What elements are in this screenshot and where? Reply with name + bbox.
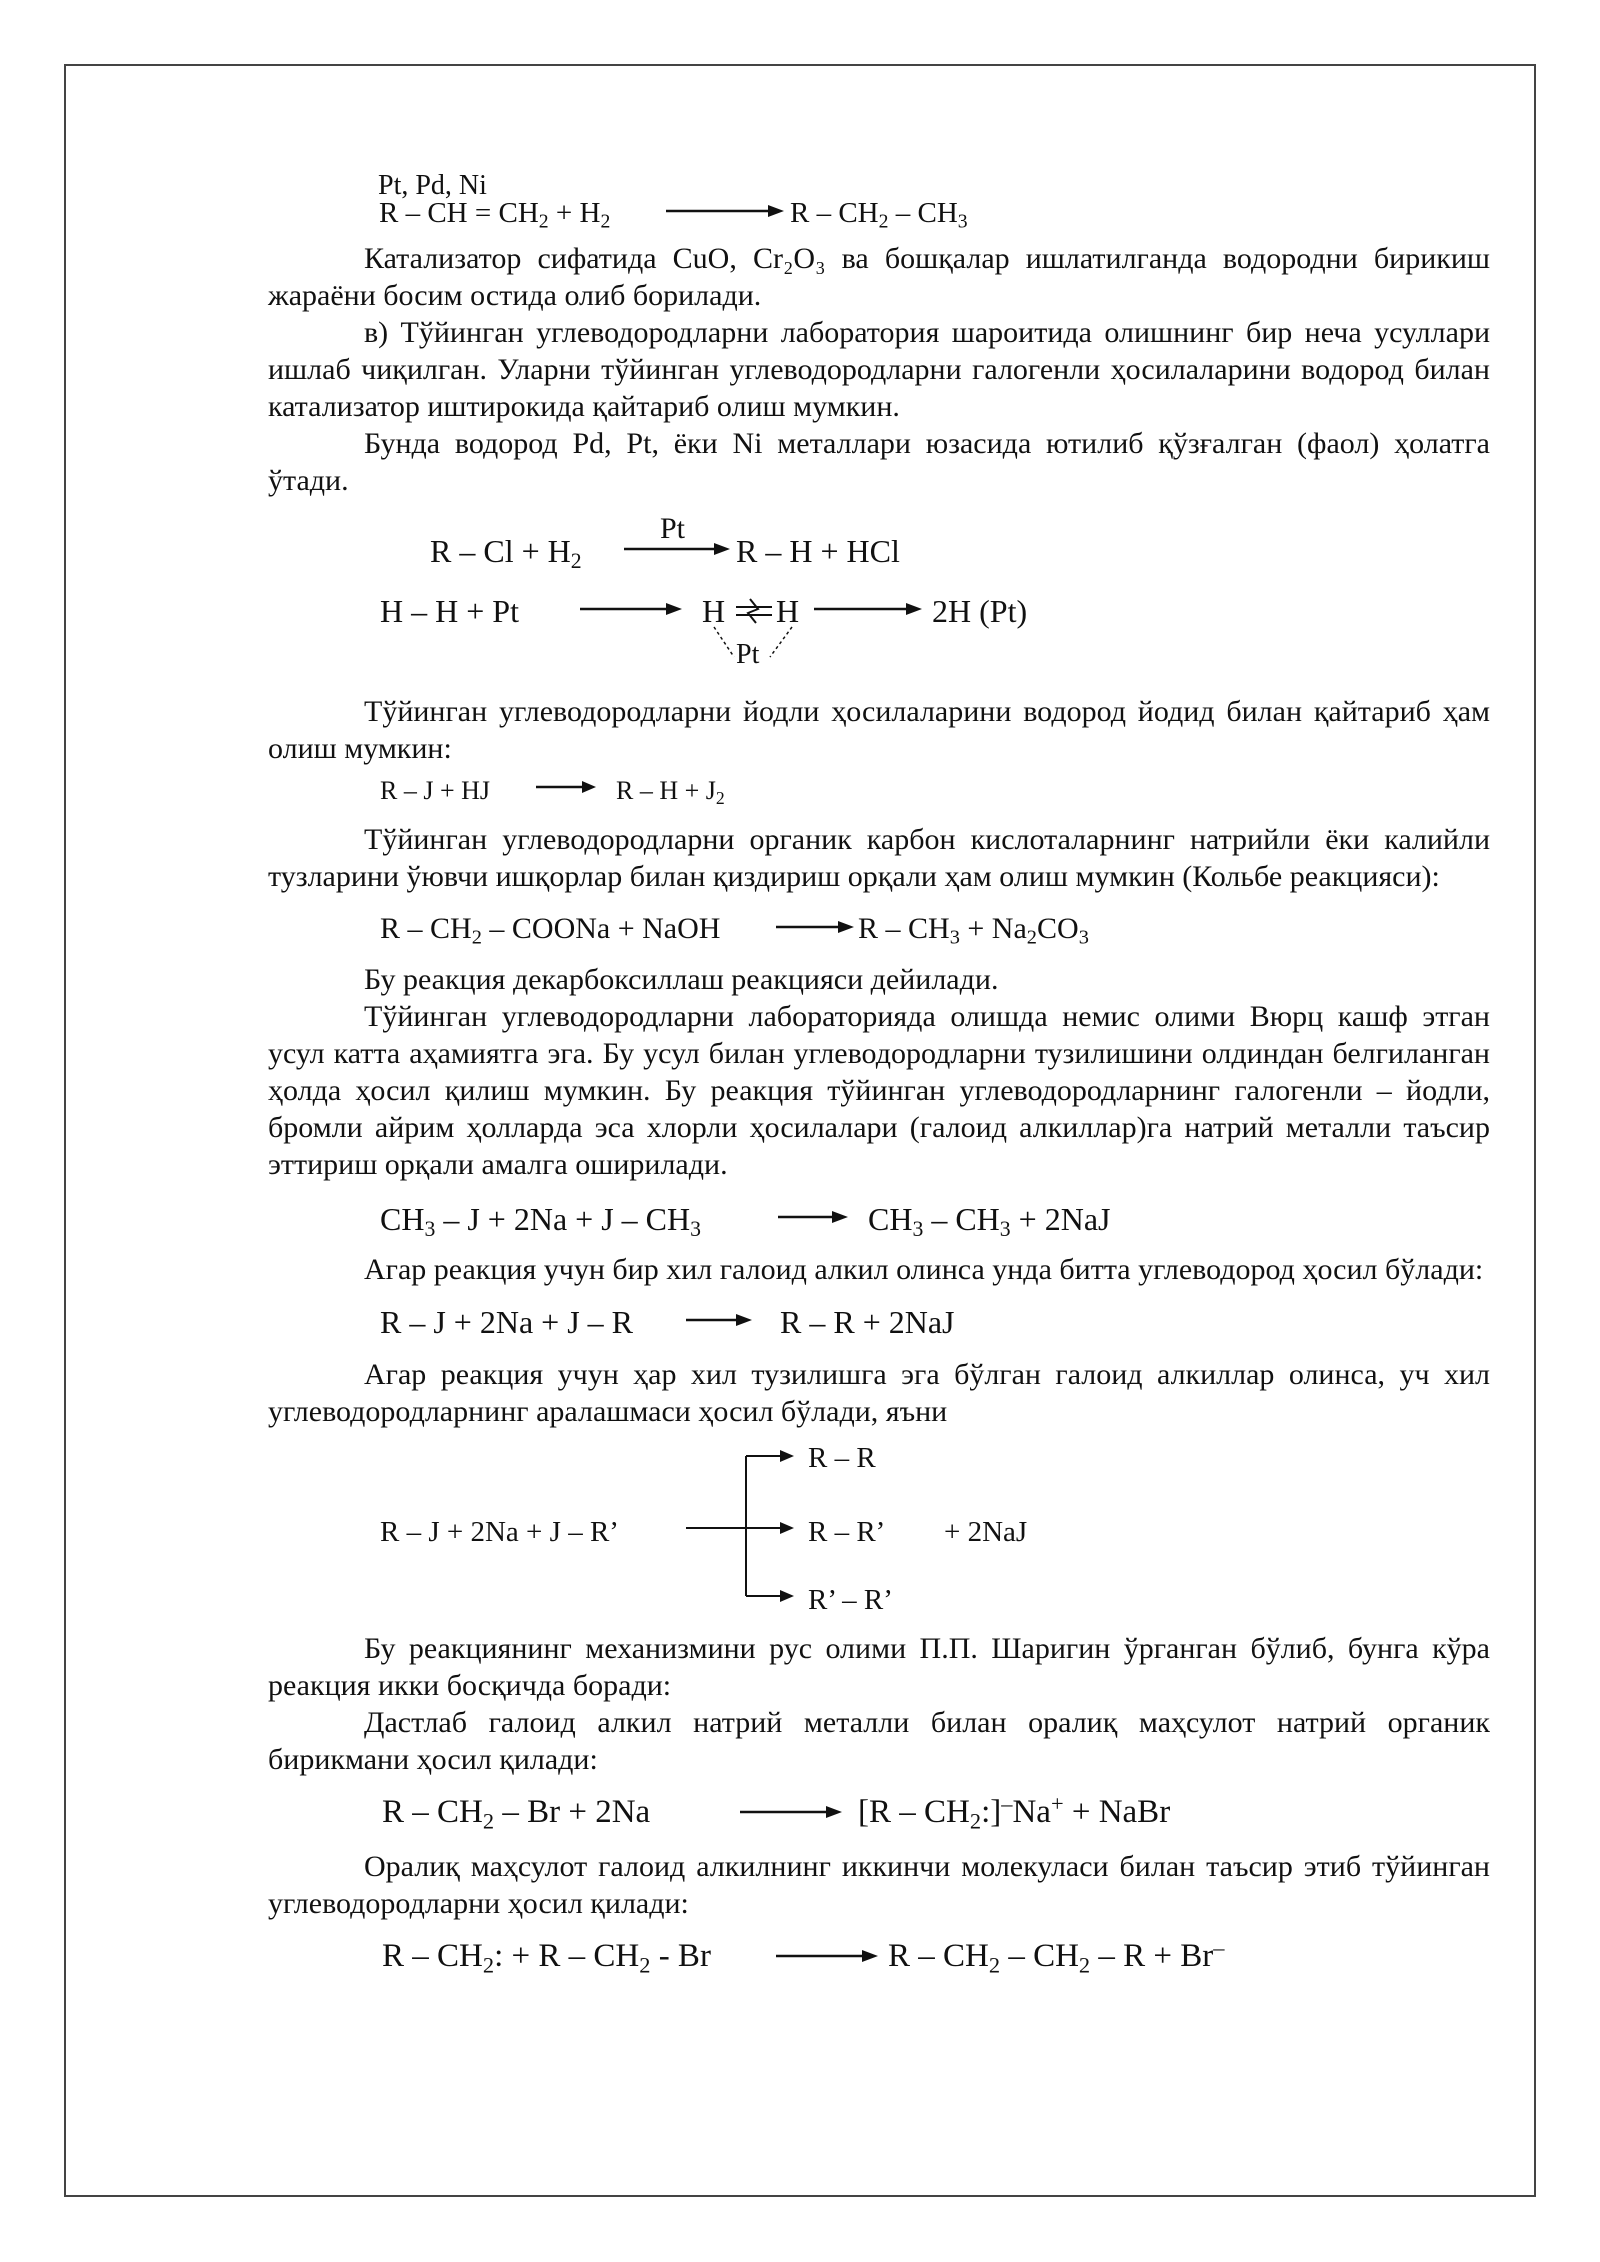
- product-nai: + 2NaJ: [944, 1516, 1028, 1548]
- products: R – $CH_2 - CH_3$: [790, 197, 968, 233]
- paragraph: Агар реакция учун бир хил галоид алкил олинса унда битта углеводород ҳосил бўлади:: [364, 1253, 1484, 1286]
- products: R – H + HCl: [736, 533, 900, 569]
- paragraph: Тўйинган углеводородларни лабораторияда олишда немис олими Вюрц кашф этган усул катта аҳамиятга эга. Бу усул билан углеводородларни тузилишини олдиндан белгиланган ҳолда ҳосил қилиш мумкин. Бу реакция тўйинган углеводородларнинг галогенли – йодли, бромли айрим ҳолларда эса хлорли ҳосилалари (галоид алкиллар)га натрий металли таъсир эттириш орқали амалга оширилади.: [268, 1000, 1490, 1181]
- reaction-arrow: [776, 921, 856, 933]
- reactants: R – J + 2Na + J – R: [380, 1304, 633, 1340]
- paragraph: Катализатор сифатида CuO, Cr₂O₃ ва бошқалар ишлатилганда водородни бирикиш жараёни босим остида олиб борилади.: [268, 242, 1490, 312]
- equation-wurtz-methyl: [268, 1189, 1490, 1247]
- reaction-arrow: [580, 603, 684, 615]
- reactants: H – H + Pt: [380, 593, 519, 629]
- reactants: R – J + HJ: [380, 776, 491, 805]
- paragraph: Бу реакциянинг механизмини рус олими П.П. Шаригин ўрганган бўлиб, бунга кўра реакция икки босқичда боради:: [268, 1632, 1490, 1702]
- reactants: $CH_3 - J + 2Na + J - CH_3$: [380, 1201, 701, 1242]
- paragraph: Бу реакция декарбоксиллаш реакцияси дейилади.: [364, 963, 999, 996]
- paragraph: Тўйинган углеводородларни йодли ҳосилаларини водород йодид билан қайтариб ҳам олиш мумкин:: [268, 695, 1490, 765]
- catalyst-label: Pt: [660, 512, 686, 545]
- equation-halide-reduction: [268, 513, 1490, 575]
- reactants: R – $CH_2$: + R – $CH_2$ - Br: [382, 1938, 711, 1978]
- equation-wurtz-same: [268, 1292, 1490, 1350]
- reaction-arrow: [666, 205, 786, 217]
- reaction-arrow: [624, 543, 732, 555]
- products: $R - CH_2 - CH_2 - R + Br^-$: [888, 1934, 1225, 1978]
- hydrogen-atom: H: [702, 593, 726, 629]
- products: $R - CH_3 + Na_2CO_3$: [858, 912, 1089, 949]
- equation-wurtz-mixed: [268, 1432, 1490, 1616]
- equation-iodide-reduction: [268, 767, 1490, 811]
- products: $[R - CH_2:]^-Na^+$ + NaBr: [858, 1790, 1171, 1834]
- platinum-surface: Pt: [736, 639, 760, 670]
- equation-sharygin-step2: [268, 1926, 1490, 1988]
- equation-kolbe: [268, 901, 1490, 957]
- paragraph: Бунда водород Pd, Pt, ёки Ni металлари юзасида ютилиб қўзғалган (фаол) ҳолатга ўтади.: [268, 427, 1490, 497]
- products: R – R + 2NaJ: [780, 1304, 955, 1340]
- products: 2H (Pt): [932, 593, 1028, 629]
- equation-sharygin-step1: [268, 1782, 1490, 1844]
- product-r-r-prime: R – R’: [808, 1516, 886, 1548]
- reactants: $R - Cl + H_2$: [430, 533, 582, 574]
- branching-arrows: [686, 1448, 796, 1598]
- products: $CH_3 - CH_3 + 2NaJ$: [868, 1201, 1111, 1242]
- paragraph: Оралиқ маҳсулот галоид алкилнинг иккинчи молекуласи билан таъсир этиб тўйинган углеводородларни ҳосил қилади:: [268, 1850, 1490, 1920]
- bond-break-icon: [734, 597, 774, 623]
- hydrogen-atom: H: [776, 593, 800, 629]
- reactants: R – CH = $CH_2 + H_2$: [379, 197, 611, 233]
- reactants: R – J + 2Na + J – R’: [380, 1516, 619, 1548]
- reactants: $R - CH_2 - Br + 2Na$: [382, 1794, 651, 1834]
- reaction-arrow: [814, 603, 924, 615]
- paragraph: Агар реакция учун ҳар хил тузилишга эга бўлган галоид алкиллар олинса, уч хил углеводородларнинг аралашмаси ҳосил бўлади, яъни: [268, 1358, 1490, 1428]
- paragraph: в) Тўйинган углеводородларни лаборатория шароитида олишнинг бир неча усуллари ишлаб чиқилган. Уларни тўйинган углеводородларни галогенли ҳосилаларини водород билан катализатор иштирокида қайтариб олиш мумкин.: [268, 316, 1490, 423]
- product-r-r: R – R: [808, 1442, 876, 1474]
- reaction-arrow: [536, 781, 598, 793]
- equation-hydrogenation: [268, 150, 1490, 233]
- paragraph: Дастлаб галоид алкил натрий металли билан оралиқ маҳсулот натрий органик бирикмани ҳосил қилади:: [268, 1706, 1490, 1776]
- reactants: R – $CH_2$ – COONa + NaOH: [380, 912, 721, 949]
- reaction-arrow: [776, 1950, 880, 1962]
- reaction-arrow: [686, 1314, 754, 1326]
- catalyst-label: Pt, Pd, Ni: [378, 170, 487, 201]
- product-r-prime-r-prime: R’ – R’: [808, 1584, 893, 1616]
- reaction-arrow: [778, 1211, 850, 1223]
- paragraph: Тўйинган углеводородларни органик карбон кислоталарнинг натрийли ёки калийли тузларини ўювчи ишқорлар билан қиздириш орқали ҳам олиш мумкин (Кольбе реакцияси):: [268, 823, 1490, 893]
- document-body: [268, 150, 1490, 1988]
- equation-hydrogen-activation: [268, 583, 1490, 675]
- products: $R - H + J_2$: [616, 776, 725, 808]
- reaction-arrow: [740, 1806, 844, 1818]
